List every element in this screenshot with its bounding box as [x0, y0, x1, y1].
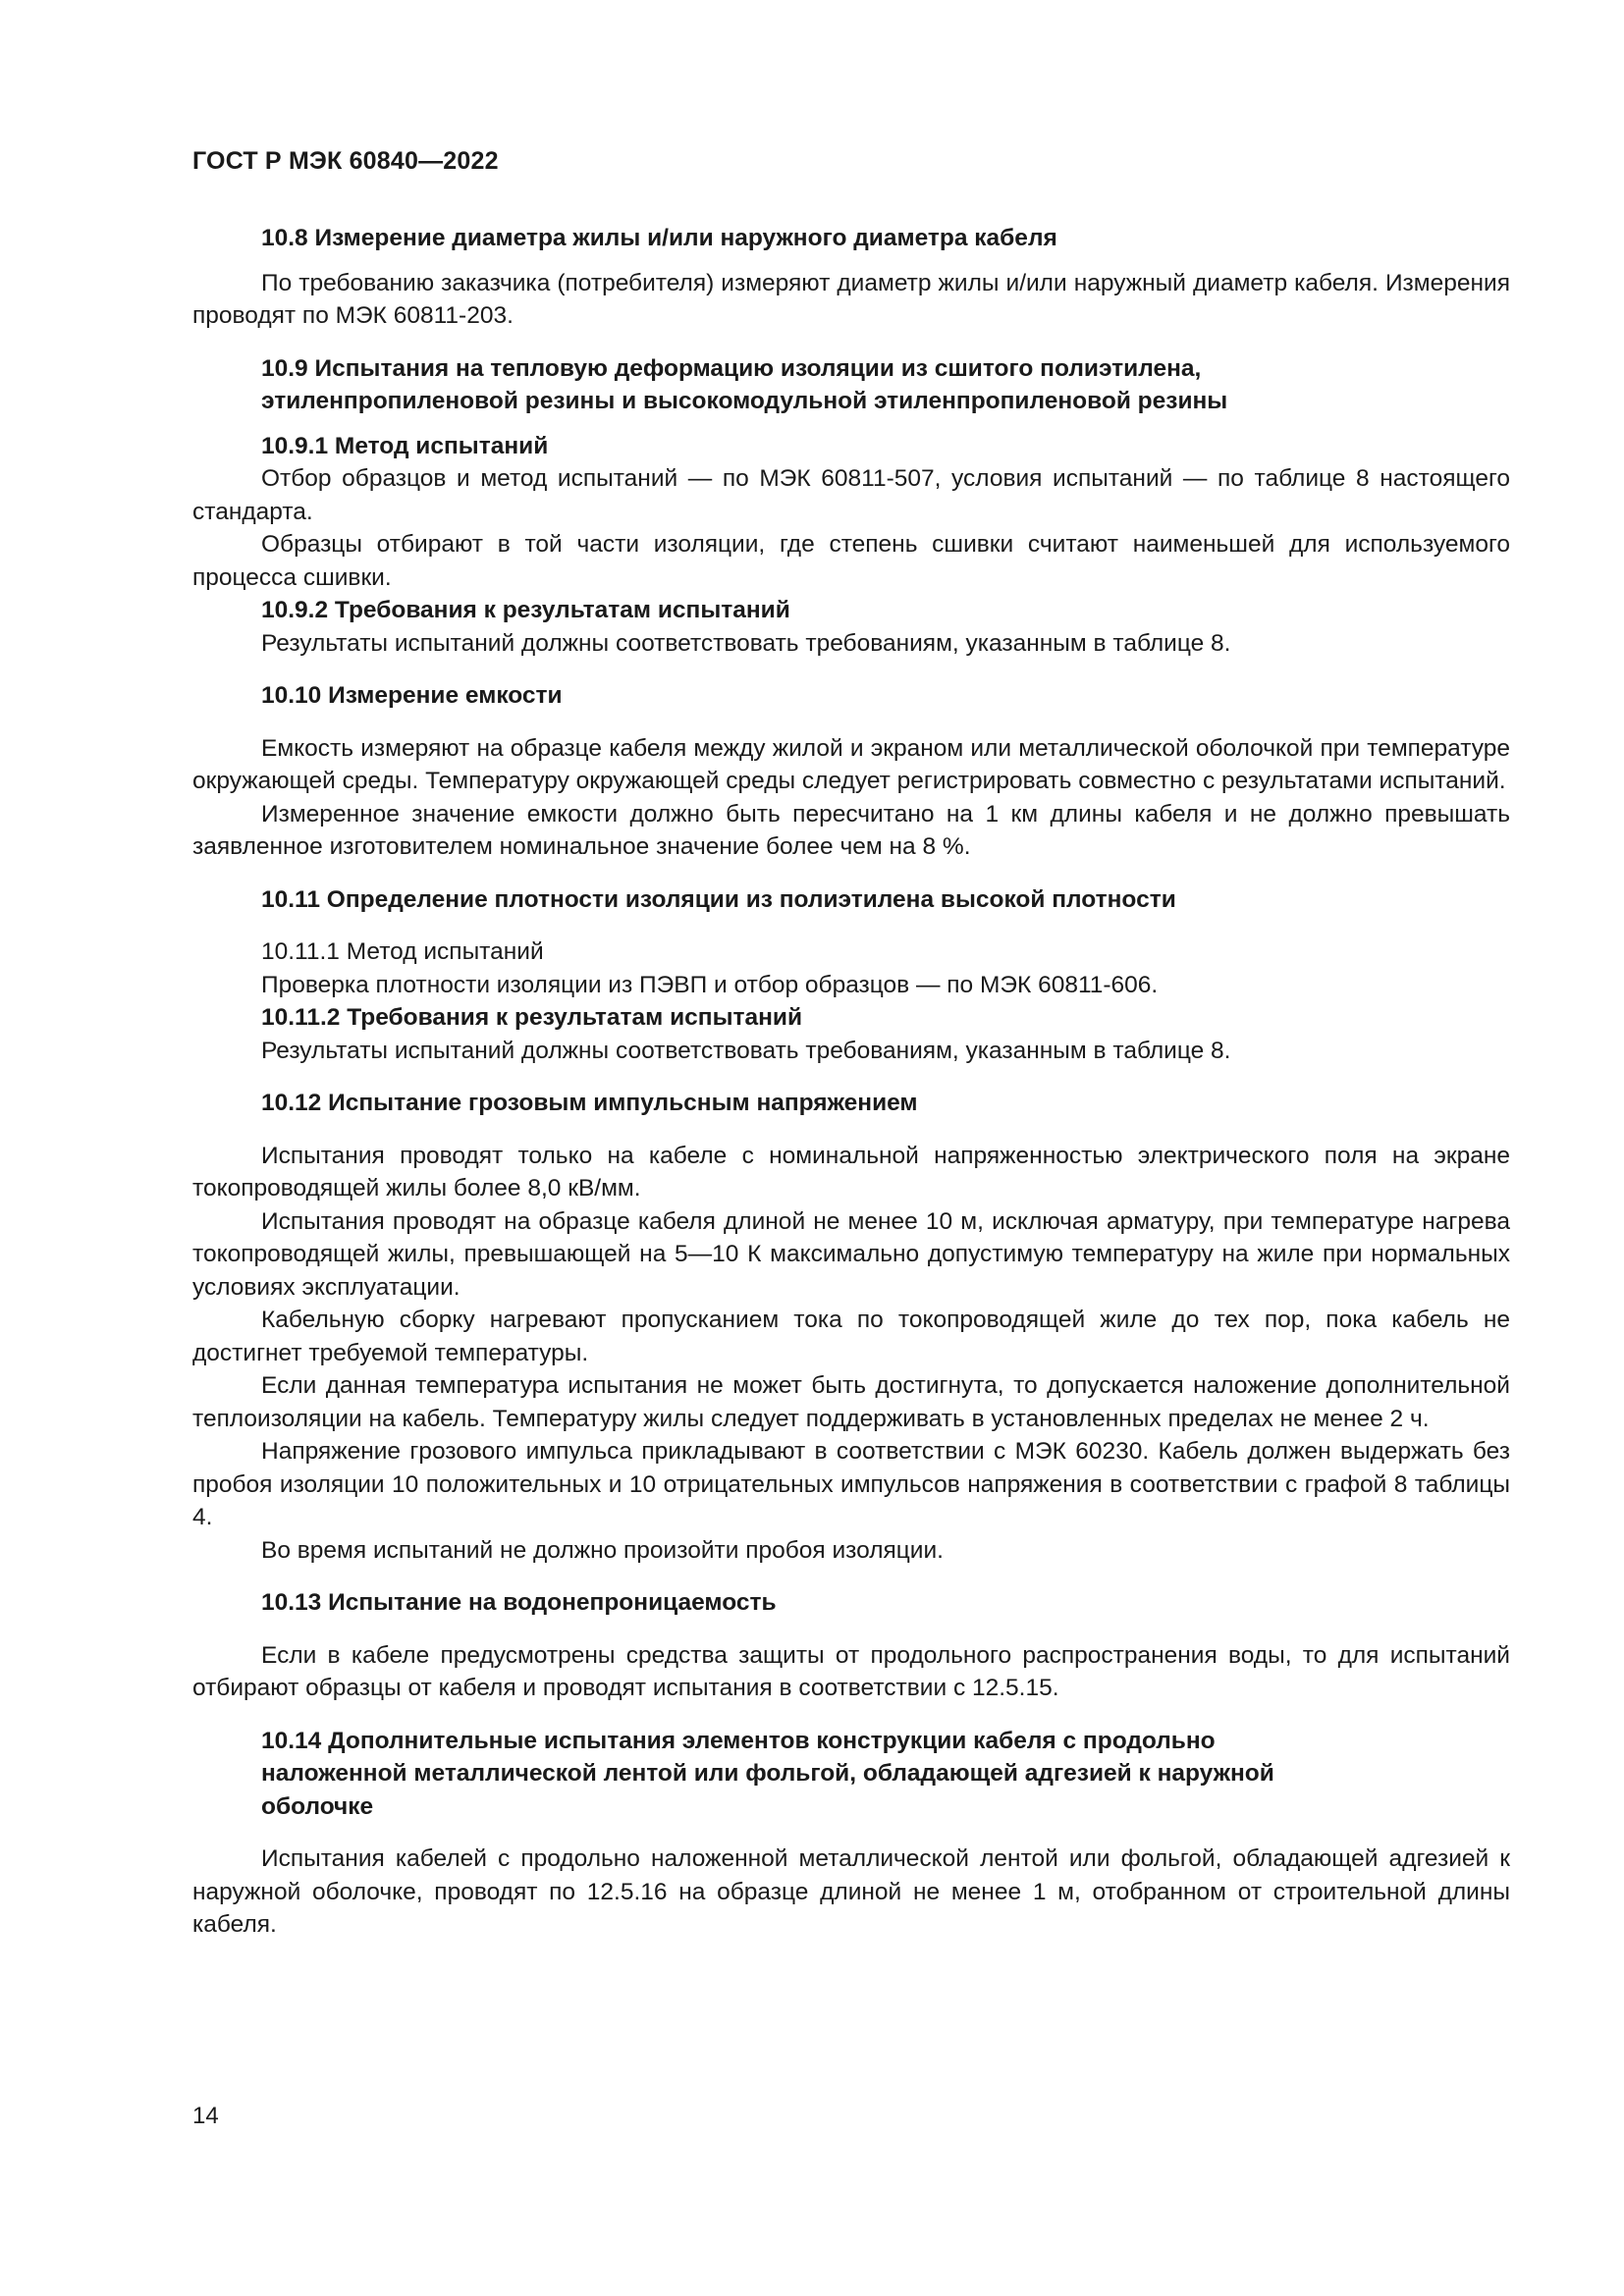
section-heading: 10.13 Испытание на водонепроницаемость [261, 1589, 777, 1616]
page-number: 14 [192, 2103, 219, 2129]
paragraph: Напряжение грозового импульса прикладывают в соответствии с МЭК 60230. Кабель должен выдержать без пробоя изоляции 10 положительных и 10 отрицательных импульсов напряжения в соответствии с графой 8 таблицы 4. [192, 1438, 1510, 1530]
section-10-10 [192, 679, 1510, 864]
section-10-11 [192, 883, 1510, 1068]
section-heading-line-1: 10.9 Испытания на тепловую деформацию изоляции из сшитого полиэтилена, [261, 354, 1202, 382]
document-body [192, 222, 1510, 1942]
section-heading: 10.8 Измерение диаметра жилы и/или наружного диаметра кабеля [261, 225, 1057, 251]
document-header: ГОСТ Р МЭК 60840—2022 [192, 147, 499, 175]
section-heading-line-2: этиленпропиленовой резины и высокомодульной этиленпропиленовой резины [261, 388, 1228, 414]
section-10-14 [192, 1725, 1510, 1942]
paragraph: Проверка плотности изоляции из ПЭВП и отбор образцов — по МЭК 60811-606. [261, 971, 1159, 998]
paragraph: Если в кабеле предусмотрены средства защиты от продольного распространения воды, то для испытаний отбирают образцы от кабеля и проводят испытания в соответствии с 12.5.15. [192, 1641, 1510, 1701]
paragraph: Кабельную сборку нагревают пропусканием тока по токопроводящей жиле до тех пор, пока кабель не достигнет требуемой температуры. [192, 1307, 1510, 1366]
subsection-heading: 10.11.2 Требования к результатам испытаний [261, 1004, 803, 1031]
subsection-heading: 10.9.2 Требования к результатам испытаний [261, 597, 790, 623]
paragraph: Испытания проводят только на кабеле с номинальной напряженностью электрического поля на экране токопроводящей жилы более 8,0 кВ/мм. [192, 1142, 1510, 1201]
section-heading-line-3: оболочке [261, 1792, 374, 1820]
paragraph: По требованию заказчика (потребителя) измеряют диаметр жилы и/или наружный диаметр кабеля. Измерения проводят по МЭК 60811-203. [192, 269, 1510, 329]
subsection-heading: 10.11.1 Метод испытаний [261, 938, 544, 965]
section-heading-line-2: наложенной металлической лентой или фольгой, обладающей адгезией к наружной [261, 1760, 1274, 1787]
paragraph: Испытания проводят на образце кабеля длиной не менее 10 м, исключая арматуру, при температуре нагрева токопроводящей жилы, превышающей на 5—10 К максимально допустимую температуру на жиле при нормальных условиях эксплуатации. [192, 1207, 1510, 1301]
paragraph: Отбор образцов и метод испытаний — по МЭК 60811-507, условия испытаний — по таблице 8 настоящего стандарта. [192, 465, 1510, 525]
section-10-13 [192, 1586, 1510, 1705]
paragraph: Во время испытаний не должно произойти пробоя изоляции. [261, 1536, 944, 1564]
section-heading-line-1: 10.14 Дополнительные испытания элементов конструкции кабеля с продольно [261, 1727, 1216, 1754]
paragraph: Испытания кабелей с продольно наложенной металлической лентой или фольгой, обладающей адгезией к наружной оболочке, проводят по 12.5.16 на образце длиной не менее 1 м, отобранном от строительной длины кабеля. [192, 1845, 1510, 1938]
section-10-9 [192, 352, 1510, 661]
section-heading: 10.10 Измерение емкости [261, 682, 563, 709]
paragraph: Измеренное значение емкости должно быть пересчитано на 1 км длины кабеля и не должно превышать заявленное изготовителем номинальное значение более чем на 8 %. [192, 800, 1510, 860]
subsection-heading: 10.9.1 Метод испытаний [261, 432, 549, 459]
paragraph: Результаты испытаний должны соответствовать требованиям, указанным в таблице 8. [261, 1037, 1231, 1064]
paragraph: Емкость измеряют на образце кабеля между жилой и экраном или металлической оболочкой при температуре окружающей среды. Температуру окружающей среды следует регистрировать совместно с результатами испытаний. [192, 734, 1510, 794]
paragraph: Результаты испытаний должны соответствовать требованиям, указанным в таблице 8. [261, 629, 1231, 657]
paragraph: Если данная температура испытания не может быть достигнута, то допускается наложение дополнительной теплоизоляции на кабель. Температуру жилы следует поддерживать в установленных пределах не менее 2 ч. [192, 1372, 1510, 1432]
section-10-8 [192, 222, 1510, 333]
section-10-12 [192, 1087, 1510, 1567]
paragraph: Образцы отбирают в той части изоляции, где степень сшивки считают наименьшей для используемого процесса сшивки. [192, 531, 1510, 591]
section-heading: 10.12 Испытание грозовым импульсным напряжением [261, 1090, 918, 1116]
section-heading: 10.11 Определение плотности изоляции из полиэтилена высокой плотности [261, 885, 1176, 913]
